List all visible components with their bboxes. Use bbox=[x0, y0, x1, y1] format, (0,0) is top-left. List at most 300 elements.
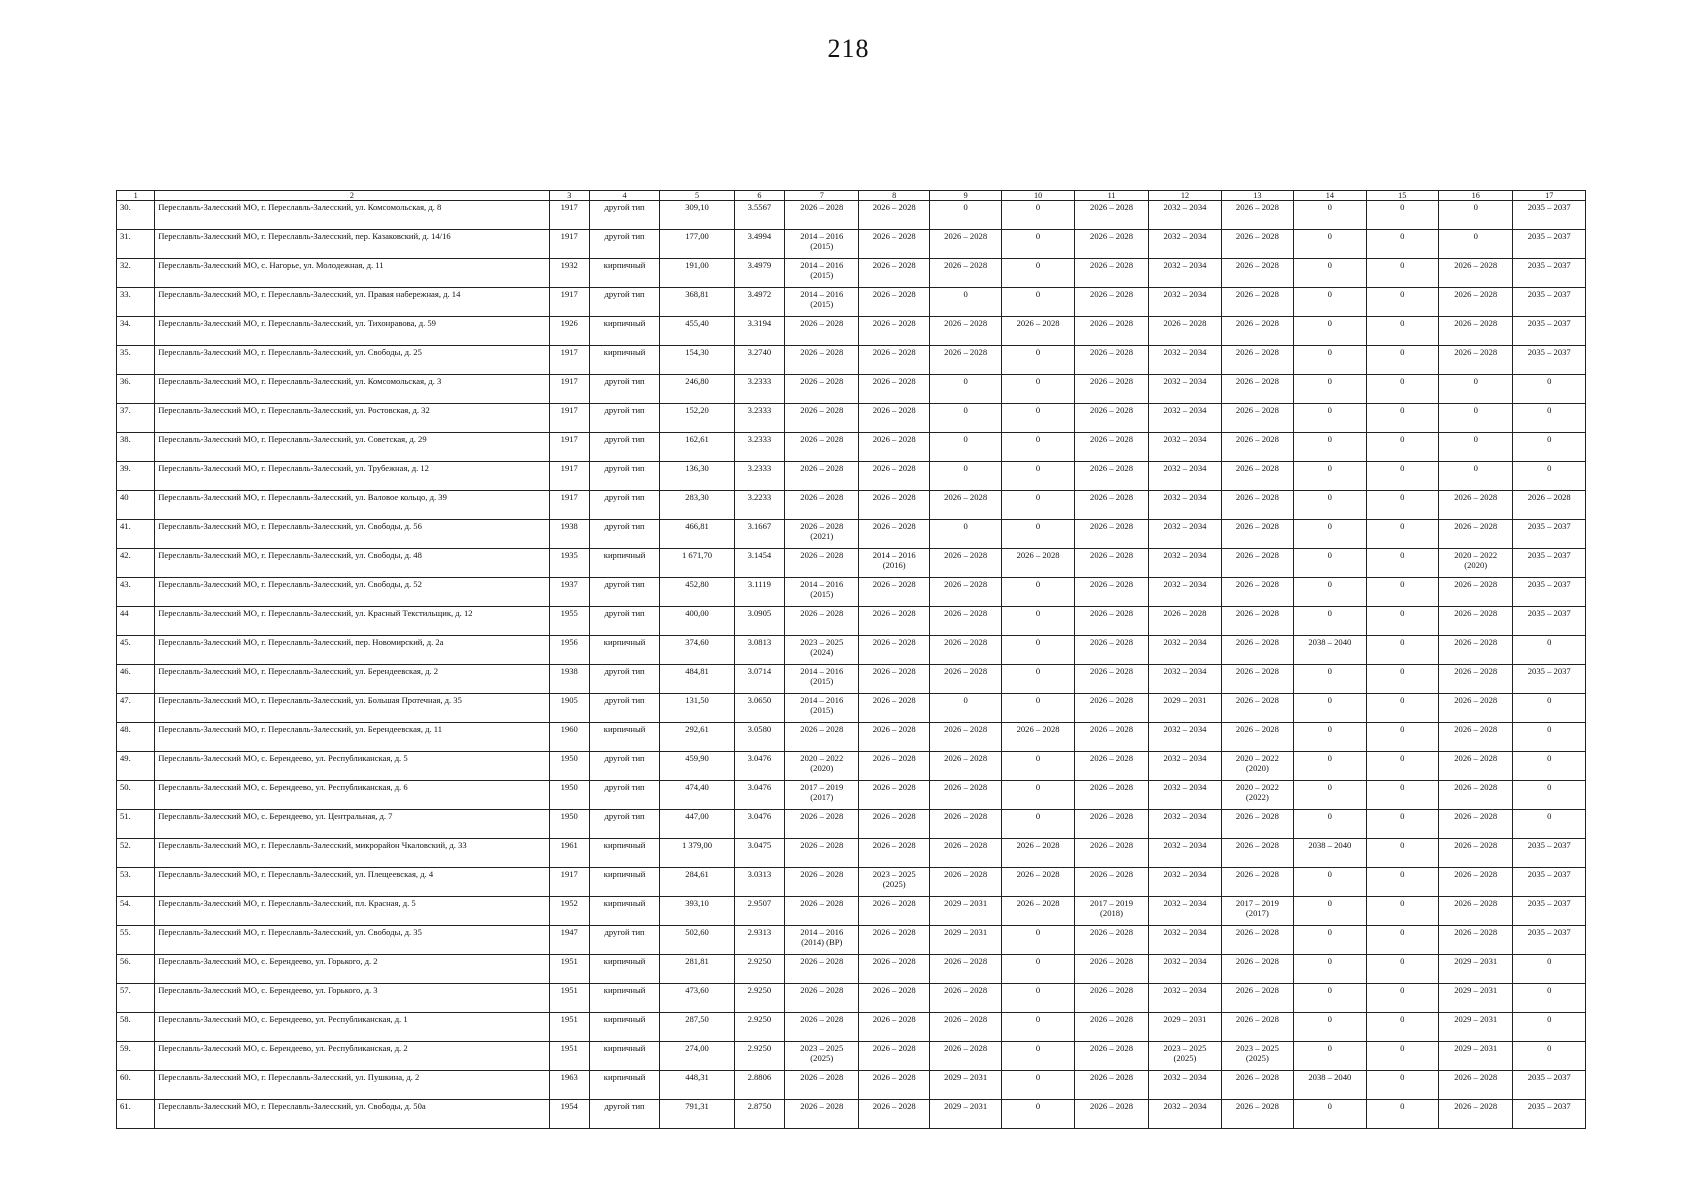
value-cell: 2026 – 2028 bbox=[1074, 433, 1148, 462]
value-cell: 2023 – 2025 (2025) bbox=[1149, 1042, 1221, 1071]
value-cell: 0 bbox=[1366, 723, 1438, 752]
value-cell: 2014 – 2016 (2016) bbox=[859, 549, 929, 578]
value-cell: 3.4972 bbox=[734, 288, 784, 317]
value-cell: 2026 – 2028 bbox=[1221, 607, 1293, 636]
address-cell: Переславль-Залесский МО, г. Переславль-Залесский, ул. Трубежная, д. 12 bbox=[155, 462, 549, 491]
value-cell: 2026 – 2028 bbox=[859, 1071, 929, 1100]
row-number-cell: 59. bbox=[117, 1042, 155, 1071]
value-cell: 1917 bbox=[549, 433, 589, 462]
address-cell: Переславль-Залесский МО, г. Переславль-Залесский, ул. Валовое кольцо, д. 39 bbox=[155, 491, 549, 520]
value-cell: кирпичный bbox=[589, 723, 659, 752]
value-cell: 2026 – 2028 bbox=[1438, 520, 1512, 549]
value-cell: другой тип bbox=[589, 781, 659, 810]
value-cell: 2026 – 2028 bbox=[785, 491, 859, 520]
value-cell: 0 bbox=[1294, 607, 1366, 636]
value-cell: 3.0476 bbox=[734, 752, 784, 781]
value-cell: 2026 – 2028 bbox=[785, 897, 859, 926]
value-cell: 0 bbox=[1002, 1013, 1074, 1042]
address-cell: Переславль-Залесский МО, г. Переславль-Залесский, ул. Пушкина, д. 2 bbox=[155, 1071, 549, 1100]
value-cell: 2026 – 2028 bbox=[1221, 723, 1293, 752]
table-row bbox=[117, 897, 1586, 926]
row-number-cell: 45. bbox=[117, 636, 155, 665]
value-cell: 2026 – 2028 bbox=[859, 375, 929, 404]
value-cell: 3.1119 bbox=[734, 578, 784, 607]
value-cell: 136,30 bbox=[660, 462, 734, 491]
table-row bbox=[117, 520, 1586, 549]
value-cell: 474,40 bbox=[660, 781, 734, 810]
value-cell: 2026 – 2028 bbox=[1074, 462, 1148, 491]
value-cell: 2026 – 2028 bbox=[929, 839, 1001, 868]
value-cell: 2029 – 2031 bbox=[929, 1071, 1001, 1100]
column-number-cell: 10 bbox=[1002, 191, 1074, 201]
value-cell: 0 bbox=[929, 433, 1001, 462]
value-cell: 2026 – 2028 bbox=[929, 578, 1001, 607]
row-number-cell: 57. bbox=[117, 984, 155, 1013]
value-cell: 0 bbox=[1002, 230, 1074, 259]
value-cell: 2026 – 2028 bbox=[859, 984, 929, 1013]
value-cell: 2026 – 2028 bbox=[929, 955, 1001, 984]
value-cell: 2014 – 2016 (2015) bbox=[785, 230, 859, 259]
value-cell: 0 bbox=[1294, 984, 1366, 1013]
value-cell: 2026 – 2028 bbox=[859, 230, 929, 259]
value-cell: 3.2333 bbox=[734, 375, 784, 404]
value-cell: 2014 – 2016 (2015) bbox=[785, 665, 859, 694]
value-cell: 1932 bbox=[549, 259, 589, 288]
address-cell: Переславль-Залесский МО, г. Переславль-Залесский, микрорайон Чкаловский, д. 33 bbox=[155, 839, 549, 868]
table-row bbox=[117, 259, 1586, 288]
value-cell: 2026 – 2028 bbox=[1074, 810, 1148, 839]
table-row bbox=[117, 955, 1586, 984]
value-cell: 2026 – 2028 bbox=[1438, 607, 1512, 636]
value-cell: 2026 – 2028 bbox=[1438, 636, 1512, 665]
row-number-cell: 34. bbox=[117, 317, 155, 346]
value-cell: другой тип bbox=[589, 607, 659, 636]
value-cell: 2026 – 2028 bbox=[785, 723, 859, 752]
value-cell: другой тип bbox=[589, 926, 659, 955]
value-cell: 2026 – 2028 bbox=[859, 955, 929, 984]
value-cell: 2026 – 2028 bbox=[785, 607, 859, 636]
value-cell: 0 bbox=[1294, 810, 1366, 839]
value-cell: 2026 – 2028 bbox=[1074, 984, 1148, 1013]
value-cell: 1963 bbox=[549, 1071, 589, 1100]
value-cell: 2026 – 2028 bbox=[1002, 839, 1074, 868]
value-cell: 2026 – 2028 bbox=[1438, 259, 1512, 288]
value-cell: 2026 – 2028 bbox=[1438, 1071, 1512, 1100]
value-cell: 1917 bbox=[549, 491, 589, 520]
value-cell: 459,90 bbox=[660, 752, 734, 781]
column-number-cell: 13 bbox=[1221, 191, 1293, 201]
value-cell: 2014 – 2016 (2015) bbox=[785, 578, 859, 607]
value-cell: 2026 – 2028 bbox=[1513, 491, 1586, 520]
value-cell: 2026 – 2028 bbox=[785, 984, 859, 1013]
value-cell: 2026 – 2028 bbox=[785, 839, 859, 868]
row-number-cell: 61. bbox=[117, 1100, 155, 1129]
value-cell: 0 bbox=[1513, 752, 1586, 781]
value-cell: 1956 bbox=[549, 636, 589, 665]
value-cell: 292,61 bbox=[660, 723, 734, 752]
value-cell: 2026 – 2028 bbox=[1074, 375, 1148, 404]
value-cell: другой тип bbox=[589, 288, 659, 317]
value-cell: 2035 – 2037 bbox=[1513, 926, 1586, 955]
value-cell: 274,00 bbox=[660, 1042, 734, 1071]
value-cell: 2026 – 2028 bbox=[785, 868, 859, 897]
value-cell: 2032 – 2034 bbox=[1149, 259, 1221, 288]
column-number-cell: 15 bbox=[1366, 191, 1438, 201]
value-cell: 0 bbox=[1366, 694, 1438, 723]
value-cell: 0 bbox=[1294, 578, 1366, 607]
value-cell: 2026 – 2028 bbox=[785, 462, 859, 491]
value-cell: 3.1667 bbox=[734, 520, 784, 549]
value-cell: 2032 – 2034 bbox=[1149, 781, 1221, 810]
value-cell: 0 bbox=[1366, 1013, 1438, 1042]
value-cell: 0 bbox=[1366, 288, 1438, 317]
value-cell: 0 bbox=[1513, 433, 1586, 462]
value-cell: 1905 bbox=[549, 694, 589, 723]
value-cell: кирпичный bbox=[589, 897, 659, 926]
value-cell: 2035 – 2037 bbox=[1513, 868, 1586, 897]
value-cell: 3.2333 bbox=[734, 404, 784, 433]
value-cell: 2026 – 2028 bbox=[1074, 201, 1148, 230]
value-cell: 0 bbox=[1366, 1071, 1438, 1100]
value-cell: 0 bbox=[1002, 288, 1074, 317]
value-cell: 2032 – 2034 bbox=[1149, 752, 1221, 781]
value-cell: 2029 – 2031 bbox=[1149, 1013, 1221, 1042]
value-cell: 3.2333 bbox=[734, 462, 784, 491]
value-cell: 2026 – 2028 bbox=[1221, 549, 1293, 578]
value-cell: 2026 – 2028 bbox=[1221, 520, 1293, 549]
value-cell: 2035 – 2037 bbox=[1513, 201, 1586, 230]
value-cell: 0 bbox=[1366, 984, 1438, 1013]
value-cell: 2035 – 2037 bbox=[1513, 1100, 1586, 1129]
value-cell: 2026 – 2028 bbox=[1221, 288, 1293, 317]
row-number-cell: 33. bbox=[117, 288, 155, 317]
value-cell: 3.3194 bbox=[734, 317, 784, 346]
value-cell: 2026 – 2028 bbox=[1002, 897, 1074, 926]
value-cell: 2026 – 2028 bbox=[859, 520, 929, 549]
value-cell: 0 bbox=[929, 288, 1001, 317]
value-cell: 2017 – 2019 (2018) bbox=[1074, 897, 1148, 926]
value-cell: 2026 – 2028 bbox=[929, 636, 1001, 665]
value-cell: 0 bbox=[1513, 810, 1586, 839]
table-row bbox=[117, 433, 1586, 462]
value-cell: 2026 – 2028 bbox=[859, 288, 929, 317]
value-cell: 3.0580 bbox=[734, 723, 784, 752]
value-cell: 2029 – 2031 bbox=[1438, 955, 1512, 984]
value-cell: 2026 – 2028 bbox=[1074, 578, 1148, 607]
value-cell: 502,60 bbox=[660, 926, 734, 955]
value-cell: 0 bbox=[1366, 752, 1438, 781]
value-cell: 0 bbox=[929, 694, 1001, 723]
column-number-cell: 8 bbox=[859, 191, 929, 201]
value-cell: 2032 – 2034 bbox=[1149, 955, 1221, 984]
value-cell: 2032 – 2034 bbox=[1149, 462, 1221, 491]
value-cell: 2026 – 2028 bbox=[859, 694, 929, 723]
value-cell: 2026 – 2028 bbox=[1074, 1042, 1148, 1071]
value-cell: кирпичный bbox=[589, 1071, 659, 1100]
value-cell: 0 bbox=[1366, 201, 1438, 230]
value-cell: 1935 bbox=[549, 549, 589, 578]
value-cell: 154,30 bbox=[660, 346, 734, 375]
value-cell: 2038 – 2040 bbox=[1294, 1071, 1366, 1100]
value-cell: 0 bbox=[1294, 375, 1366, 404]
row-number-cell: 42. bbox=[117, 549, 155, 578]
value-cell: 2023 – 2025 (2025) bbox=[859, 868, 929, 897]
value-cell: 2032 – 2034 bbox=[1149, 868, 1221, 897]
value-cell: 0 bbox=[1366, 810, 1438, 839]
value-cell: 1960 bbox=[549, 723, 589, 752]
value-cell: 2026 – 2028 bbox=[1149, 607, 1221, 636]
row-number-cell: 48. bbox=[117, 723, 155, 752]
value-cell: 0 bbox=[1294, 346, 1366, 375]
value-cell: 0 bbox=[1513, 1013, 1586, 1042]
address-cell: Переславль-Залесский МО, г. Переславль-Залесский, ул. Комсомольская, д. 3 bbox=[155, 375, 549, 404]
address-cell: Переславль-Залесский МО, г. Переславль-Залесский, ул. Берендеевская, д. 11 bbox=[155, 723, 549, 752]
value-cell: 2032 – 2034 bbox=[1149, 839, 1221, 868]
value-cell: 2014 – 2016 (2015) bbox=[785, 694, 859, 723]
value-cell: 2026 – 2028 bbox=[785, 955, 859, 984]
value-cell: кирпичный bbox=[589, 984, 659, 1013]
address-cell: Переславль-Залесский МО, г. Переславль-Залесский, ул. Большая Протечная, д. 35 bbox=[155, 694, 549, 723]
value-cell: 1961 bbox=[549, 839, 589, 868]
value-cell: 2026 – 2028 bbox=[1438, 665, 1512, 694]
value-cell: 1950 bbox=[549, 781, 589, 810]
value-cell: 2032 – 2034 bbox=[1149, 346, 1221, 375]
page-number: 218 bbox=[827, 34, 870, 63]
address-cell: Переславль-Залесский МО, г. Переславль-Залесский, ул. Комсомольская, д. 8 bbox=[155, 201, 549, 230]
value-cell: 1951 bbox=[549, 1042, 589, 1071]
value-cell: 1917 bbox=[549, 375, 589, 404]
value-cell: 2026 – 2028 bbox=[1074, 781, 1148, 810]
value-cell: 2026 – 2028 bbox=[929, 1042, 1001, 1071]
value-cell: 2035 – 2037 bbox=[1513, 288, 1586, 317]
row-number-cell: 44 bbox=[117, 607, 155, 636]
value-cell: 0 bbox=[1002, 346, 1074, 375]
row-number-cell: 36. bbox=[117, 375, 155, 404]
address-cell: Переславль-Залесский МО, г. Переславль-Залесский, ул. Свободы, д. 52 bbox=[155, 578, 549, 607]
value-cell: 1 379,00 bbox=[660, 839, 734, 868]
value-cell: 0 bbox=[1366, 259, 1438, 288]
value-cell: 2032 – 2034 bbox=[1149, 549, 1221, 578]
row-number-cell: 49. bbox=[117, 752, 155, 781]
value-cell: 2026 – 2028 bbox=[1221, 1071, 1293, 1100]
value-cell: кирпичный bbox=[589, 549, 659, 578]
value-cell: 2026 – 2028 bbox=[785, 1013, 859, 1042]
value-cell: 2026 – 2028 bbox=[859, 607, 929, 636]
value-cell: другой тип bbox=[589, 462, 659, 491]
value-cell: 0 bbox=[1366, 897, 1438, 926]
value-cell: 0 bbox=[1438, 462, 1512, 491]
value-cell: 2026 – 2028 bbox=[929, 723, 1001, 752]
value-cell: 0 bbox=[1294, 201, 1366, 230]
value-cell: 1954 bbox=[549, 1100, 589, 1129]
value-cell: 2026 – 2028 bbox=[785, 317, 859, 346]
value-cell: 2026 – 2028 bbox=[785, 375, 859, 404]
value-cell: 2026 – 2028 bbox=[1221, 404, 1293, 433]
value-cell: 2026 – 2028 bbox=[1074, 1071, 1148, 1100]
value-cell: 0 bbox=[1002, 810, 1074, 839]
value-cell: 177,00 bbox=[660, 230, 734, 259]
row-number-cell: 31. bbox=[117, 230, 155, 259]
value-cell: 2026 – 2028 bbox=[929, 230, 1001, 259]
value-cell: 2026 – 2028 bbox=[1221, 694, 1293, 723]
value-cell: 2026 – 2028 bbox=[785, 549, 859, 578]
value-cell: 2026 – 2028 bbox=[1438, 578, 1512, 607]
table-row bbox=[117, 723, 1586, 752]
value-cell: 2026 – 2028 bbox=[1438, 317, 1512, 346]
value-cell: 0 bbox=[1002, 694, 1074, 723]
value-cell: 2026 – 2028 bbox=[929, 607, 1001, 636]
column-number-cell: 2 bbox=[155, 191, 549, 201]
value-cell: кирпичный bbox=[589, 317, 659, 346]
value-cell: 0 bbox=[1294, 1100, 1366, 1129]
value-cell: 2035 – 2037 bbox=[1513, 897, 1586, 926]
value-cell: 2026 – 2028 bbox=[929, 549, 1001, 578]
value-cell: 2032 – 2034 bbox=[1149, 201, 1221, 230]
value-cell: 2026 – 2028 bbox=[859, 404, 929, 433]
value-cell: 2032 – 2034 bbox=[1149, 491, 1221, 520]
value-cell: 2026 – 2028 bbox=[929, 259, 1001, 288]
value-cell: 0 bbox=[1366, 955, 1438, 984]
address-cell: Переславль-Залесский МО, г. Переславль-Залесский, ул. Свободы, д. 50а bbox=[155, 1100, 549, 1129]
value-cell: 2032 – 2034 bbox=[1149, 810, 1221, 839]
value-cell: 2026 – 2028 bbox=[1074, 259, 1148, 288]
value-cell: 0 bbox=[1002, 578, 1074, 607]
value-cell: 2.9507 bbox=[734, 897, 784, 926]
value-cell: 1938 bbox=[549, 665, 589, 694]
value-cell: 2026 – 2028 bbox=[1438, 491, 1512, 520]
value-cell: 2032 – 2034 bbox=[1149, 636, 1221, 665]
value-cell: 3.0714 bbox=[734, 665, 784, 694]
value-cell: 3.4979 bbox=[734, 259, 784, 288]
value-cell: 0 bbox=[1294, 230, 1366, 259]
address-cell: Переславль-Залесский МО, г. Переславль-Залесский, ул. Плещеевская, д. 4 bbox=[155, 868, 549, 897]
address-cell: Переславль-Залесский МО, г. Переславль-Залесский, ул. Свободы, д. 56 bbox=[155, 520, 549, 549]
value-cell: 2035 – 2037 bbox=[1513, 520, 1586, 549]
value-cell: 393,10 bbox=[660, 897, 734, 926]
value-cell: 1 671,70 bbox=[660, 549, 734, 578]
value-cell: 0 bbox=[1513, 375, 1586, 404]
table-row bbox=[117, 375, 1586, 404]
value-cell: 2.9313 bbox=[734, 926, 784, 955]
row-number-cell: 51. bbox=[117, 810, 155, 839]
value-cell: 0 bbox=[1002, 955, 1074, 984]
value-cell: 0 bbox=[1366, 665, 1438, 694]
value-cell: 2029 – 2031 bbox=[1438, 1013, 1512, 1042]
value-cell: 1951 bbox=[549, 955, 589, 984]
value-cell: 2029 – 2031 bbox=[929, 1100, 1001, 1129]
value-cell: 2020 – 2022 (2020) bbox=[1438, 549, 1512, 578]
value-cell: 2029 – 2031 bbox=[1438, 1042, 1512, 1071]
value-cell: 2020 – 2022 (2022) bbox=[1221, 781, 1293, 810]
value-cell: 2026 – 2028 bbox=[1221, 317, 1293, 346]
value-cell: 2026 – 2028 bbox=[929, 317, 1001, 346]
value-cell: 2035 – 2037 bbox=[1513, 346, 1586, 375]
row-number-cell: 60. bbox=[117, 1071, 155, 1100]
value-cell: 3.2740 bbox=[734, 346, 784, 375]
value-cell: 1951 bbox=[549, 1013, 589, 1042]
value-cell: 0 bbox=[1294, 491, 1366, 520]
value-cell: 2026 – 2028 bbox=[1074, 607, 1148, 636]
table-row bbox=[117, 491, 1586, 520]
address-cell: Переславль-Залесский МО, с. Берендеево, ул. Республиканская, д. 2 bbox=[155, 1042, 549, 1071]
row-number-cell: 52. bbox=[117, 839, 155, 868]
value-cell: 400,00 bbox=[660, 607, 734, 636]
value-cell: 0 bbox=[1294, 433, 1366, 462]
address-cell: Переславль-Залесский МО, с. Берендеево, ул. Горького, д. 2 bbox=[155, 955, 549, 984]
value-cell: 2017 – 2019 (2017) bbox=[785, 781, 859, 810]
value-cell: 2026 – 2028 bbox=[1221, 433, 1293, 462]
value-cell: 0 bbox=[1366, 317, 1438, 346]
value-cell: 2026 – 2028 bbox=[1221, 230, 1293, 259]
value-cell: кирпичный bbox=[589, 839, 659, 868]
value-cell: 0 bbox=[1002, 665, 1074, 694]
row-number-cell: 32. bbox=[117, 259, 155, 288]
value-cell: 0 bbox=[1294, 897, 1366, 926]
value-cell: 2035 – 2037 bbox=[1513, 578, 1586, 607]
value-cell: 2.9250 bbox=[734, 1013, 784, 1042]
value-cell: 1947 bbox=[549, 926, 589, 955]
value-cell: 2026 – 2028 bbox=[1438, 288, 1512, 317]
row-number-cell: 53. bbox=[117, 868, 155, 897]
table-row bbox=[117, 230, 1586, 259]
column-number-cell: 4 bbox=[589, 191, 659, 201]
value-cell: 0 bbox=[1513, 781, 1586, 810]
value-cell: 3.2333 bbox=[734, 433, 784, 462]
value-cell: 2014 – 2016 (2015) bbox=[785, 288, 859, 317]
value-cell: 2026 – 2028 (2021) bbox=[785, 520, 859, 549]
value-cell: 2026 – 2028 bbox=[1221, 491, 1293, 520]
value-cell: 0 bbox=[1002, 201, 1074, 230]
value-cell: 2035 – 2037 bbox=[1513, 607, 1586, 636]
column-number-cell: 6 bbox=[734, 191, 784, 201]
value-cell: 2026 – 2028 bbox=[1221, 665, 1293, 694]
row-number-cell: 47. bbox=[117, 694, 155, 723]
value-cell: 0 bbox=[1513, 462, 1586, 491]
value-cell: 0 bbox=[1002, 462, 1074, 491]
value-cell: другой тип bbox=[589, 433, 659, 462]
value-cell: 2020 – 2022 (2020) bbox=[1221, 752, 1293, 781]
value-cell: 2026 – 2028 bbox=[1221, 1013, 1293, 1042]
address-cell: Переславль-Залесский МО, г. Переславль-Залесский, пер. Новомирский, д. 2а bbox=[155, 636, 549, 665]
value-cell: 2029 – 2031 bbox=[929, 897, 1001, 926]
value-cell: 2026 – 2028 bbox=[859, 433, 929, 462]
value-cell: 152,20 bbox=[660, 404, 734, 433]
value-cell: 2026 – 2028 bbox=[1074, 752, 1148, 781]
value-cell: 2026 – 2028 bbox=[1002, 868, 1074, 897]
value-cell: 0 bbox=[1366, 549, 1438, 578]
value-cell: 0 bbox=[929, 404, 1001, 433]
value-cell: 2026 – 2028 bbox=[1221, 926, 1293, 955]
value-cell: 2026 – 2028 bbox=[859, 491, 929, 520]
value-cell: 2026 – 2028 bbox=[1438, 694, 1512, 723]
value-cell: кирпичный bbox=[589, 868, 659, 897]
value-cell: 2026 – 2028 bbox=[1221, 810, 1293, 839]
value-cell: 0 bbox=[1438, 201, 1512, 230]
table-row bbox=[117, 346, 1586, 375]
address-cell: Переславль-Залесский МО, г. Переславль-Залесский, ул. Правая набережная, д. 14 bbox=[155, 288, 549, 317]
table-row bbox=[117, 694, 1586, 723]
value-cell: 0 bbox=[929, 201, 1001, 230]
value-cell: 0 bbox=[1366, 491, 1438, 520]
value-cell: 0 bbox=[1513, 1042, 1586, 1071]
row-number-cell: 58. bbox=[117, 1013, 155, 1042]
value-cell: другой тип bbox=[589, 230, 659, 259]
value-cell: 0 bbox=[1366, 346, 1438, 375]
value-cell: 2026 – 2028 bbox=[1074, 868, 1148, 897]
value-cell: 2026 – 2028 bbox=[929, 665, 1001, 694]
table-row bbox=[117, 317, 1586, 346]
value-cell: 2032 – 2034 bbox=[1149, 578, 1221, 607]
